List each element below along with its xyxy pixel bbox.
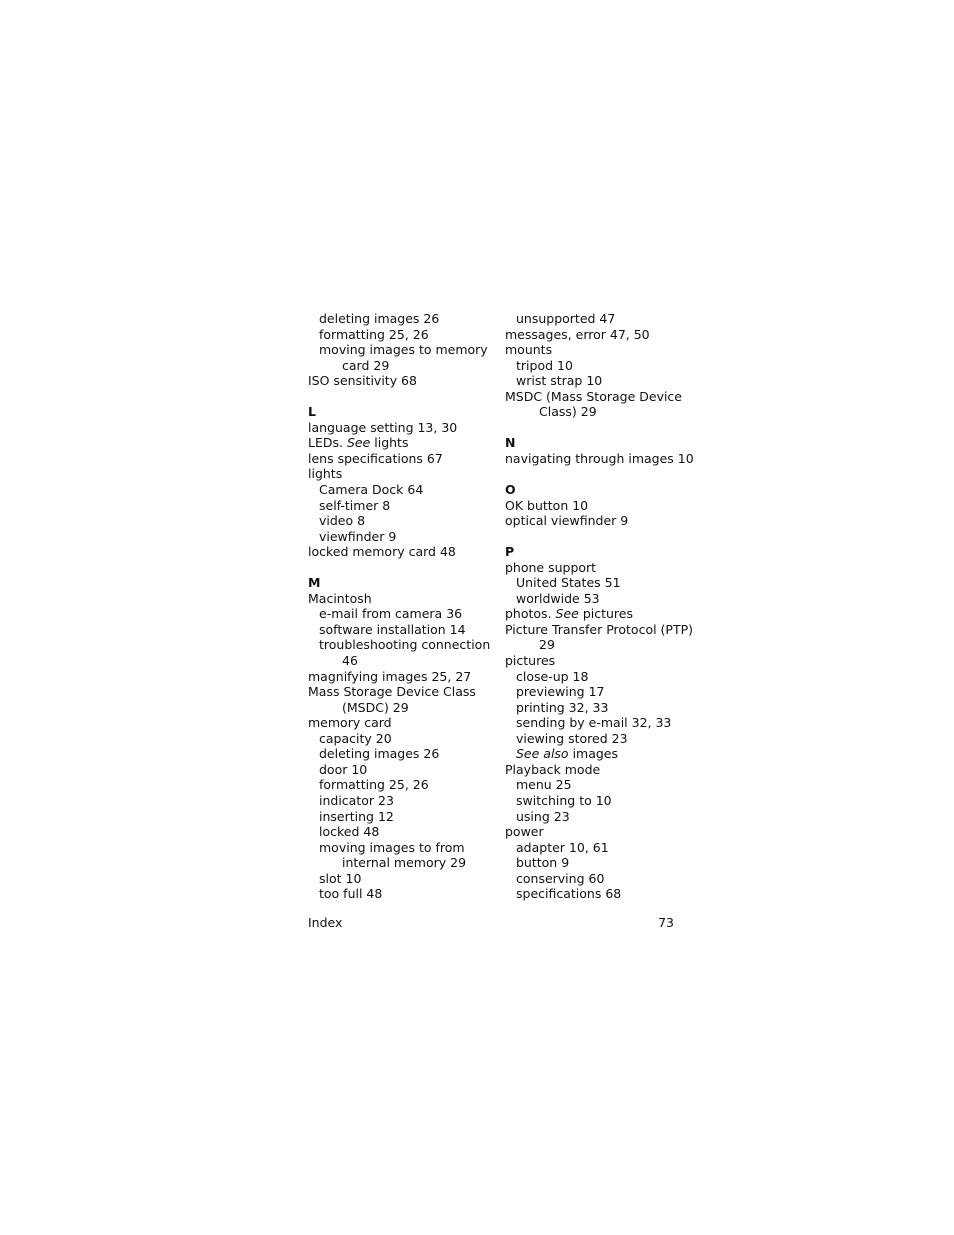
index-spacer — [308, 389, 498, 405]
index-entry: lights — [308, 466, 343, 482]
index-entry: Mass Storage Device Class — [308, 684, 476, 700]
index-entry: lens specifications 67 — [308, 450, 443, 466]
index-letter-heading: O — [505, 482, 516, 498]
index-entry: Macintosh — [308, 590, 372, 606]
index-subentry: 29 — [539, 637, 555, 653]
index-subentry: self-timer 8 — [319, 497, 391, 513]
index-subentry: formatting 25, 26 — [319, 777, 429, 793]
index-subentry: previewing 17 — [516, 684, 605, 700]
index-entry: OK button 10 — [505, 497, 589, 513]
index-entry: MSDC (Mass Storage Device — [505, 388, 682, 404]
index-subentry: (MSDC) 29 — [342, 699, 409, 715]
index-spacer — [505, 420, 705, 436]
index-subentry: inserting 12 — [319, 808, 394, 824]
index-subentry: printing 32, 33 — [516, 699, 609, 715]
index-subentry: capacity 20 — [319, 730, 392, 746]
index-subentry: too full 48 — [319, 886, 383, 902]
index-subentry: 46 — [342, 653, 358, 669]
index-subentry: adapter 10, 61 — [516, 839, 609, 855]
index-subentry: viewfinder 9 — [319, 528, 397, 544]
index-subentry: indicator 23 — [319, 792, 394, 808]
index-subentry: tripod 10 — [516, 357, 573, 373]
index-subentry: locked 48 — [319, 824, 380, 840]
index-subentry: formatting 25, 26 — [319, 326, 429, 342]
index-entry — [308, 435, 498, 451]
index-subentry: e-mail from camera 36 — [319, 606, 463, 622]
entry-see-reference: See also — [516, 746, 569, 762]
index-entry: locked memory card 48 — [308, 544, 456, 560]
index-entry: phone support — [505, 559, 597, 575]
entry-text: LEDs. — [308, 435, 347, 451]
index-entry: language setting 13, 30 — [308, 419, 458, 435]
index-subentry: software installation 14 — [319, 621, 466, 637]
entry-see-reference: See — [555, 606, 579, 622]
index-subentry: menu 25 — [516, 777, 572, 793]
entry-reference-target: images — [568, 746, 619, 762]
index-column-right — [505, 311, 705, 902]
index-letter-heading: M — [308, 575, 321, 591]
index-subentry: door 10 — [319, 761, 368, 777]
index-entry: power — [505, 824, 544, 840]
index-subentry: video 8 — [319, 513, 366, 529]
index-subentry: troubleshooting connection — [319, 637, 491, 653]
index-subentry: switching to 10 — [516, 792, 612, 808]
index-letter-heading: N — [505, 435, 516, 451]
index-letter-heading: L — [308, 404, 316, 420]
index-subentry: viewing stored 23 — [516, 730, 628, 746]
index-subentry: button 9 — [516, 855, 570, 871]
index-entry: messages, error 47, 50 — [505, 326, 650, 342]
index-letter-heading: P — [505, 544, 515, 560]
index-entry: Playback mode — [505, 761, 601, 777]
index-subentry: card 29 — [342, 357, 390, 373]
index-subentry: deleting images 26 — [319, 311, 440, 326]
index-entry — [505, 606, 705, 622]
index-subentry: unsupported 47 — [516, 311, 616, 326]
index-subentry: slot 10 — [319, 870, 362, 886]
footer-page-number: 73 — [658, 915, 674, 930]
index-subentry: Camera Dock 64 — [319, 482, 424, 498]
footer-section-label: Index — [308, 915, 343, 930]
index-subentry: specifications 68 — [516, 886, 622, 902]
index-entry: optical viewfinder 9 — [505, 513, 629, 529]
index-column-left — [308, 311, 498, 902]
index-subentry: using 23 — [516, 808, 570, 824]
index-entry: Picture Transfer Protocol (PTP) — [505, 621, 694, 637]
entry-reference-target: pictures — [578, 606, 633, 622]
entry-see-reference: See — [346, 435, 371, 451]
index-entry: memory card — [308, 715, 392, 731]
index-subentry: conserving 60 — [516, 870, 605, 886]
index-entry: magnifying images 25, 27 — [308, 668, 472, 684]
index-subentry: deleting images 26 — [319, 746, 440, 762]
index-subentry: United States 51 — [516, 575, 621, 591]
index-subentry: moving images to from — [319, 839, 465, 855]
index-subentry: Class) 29 — [539, 404, 597, 420]
index-subentry — [505, 746, 705, 762]
index-entry: ISO sensitivity 68 — [308, 373, 417, 389]
entry-reference-target: lights — [370, 435, 409, 451]
index-spacer — [308, 560, 498, 576]
index-entry: pictures — [505, 653, 556, 669]
entry-text: photos. — [505, 606, 556, 622]
index-subentry: sending by e-mail 32, 33 — [516, 715, 672, 731]
index-subentry: close-up 18 — [516, 668, 589, 684]
index-subentry: moving images to memory — [319, 342, 488, 358]
index-spacer — [505, 529, 705, 545]
index-entry: navigating through images 10 — [505, 450, 694, 466]
index-subentry: internal memory 29 — [342, 855, 467, 871]
index-subentry: wrist strap 10 — [516, 373, 603, 389]
index-entry: mounts — [505, 342, 553, 358]
index-spacer — [505, 466, 705, 482]
index-subentry: worldwide 53 — [516, 590, 600, 606]
